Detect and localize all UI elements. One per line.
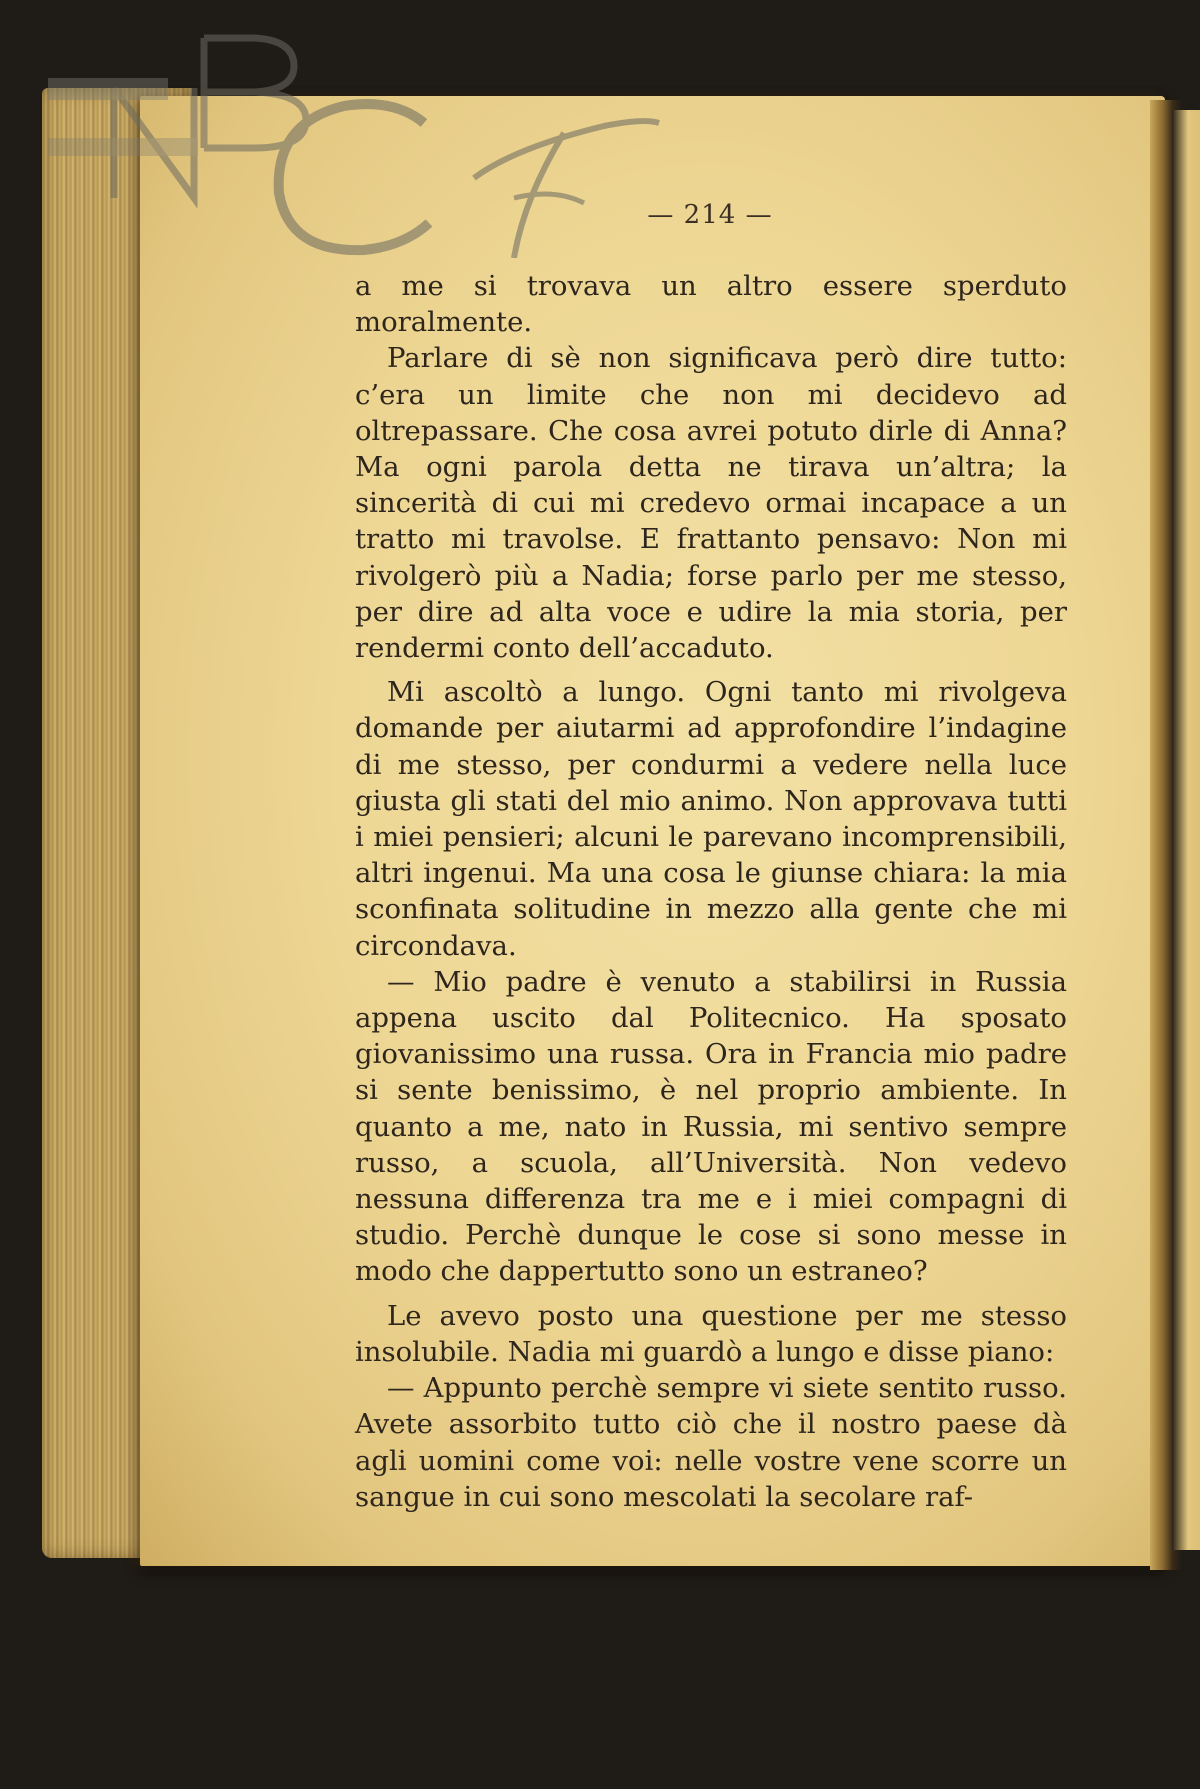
page-body-text bbox=[355, 268, 1067, 1515]
paragraph: — Appunto perchè sempre vi siete sentito russo. Avete assorbito tutto ciò che il nostro paese dà agli uomini come voi: nelle vostre vene scorre un sangue in cui sono mescolati la secolare raf- bbox=[355, 1372, 1067, 1513]
paragraph: — Mio padre è venuto a stabilirsi in Russia appena uscito dal Politecnico. Ha sposato giovanissimo una russa. Ora in Francia mio padre si sente benissimo, è nel proprio ambiente. In quanto a me, nato in Russia, mi sentivo sempre russo, a scuola, all’Università. Non vedevo nessuna differenza tra me e i miei compagni di studio. Perchè dunque le cose si sono messe in modo che dappertutto sono un estraneo? bbox=[355, 965, 1067, 1288]
paragraph: a me si trovava un altro essere sperduto moralmente. bbox=[355, 270, 1067, 339]
paragraph: Parlare di sè non significava però dire tutto: c’era un limite che non mi decidevo ad oltrepassare. Che cosa avrei potuto dirle di Anna? Ma ogni parola detta ne tirava un’altra; la sincerità di cui mi credevo ormai incapace a un tratto mi travolse. E frattanto pensavo: Non mi rivolgerò più a Nadia; forse parlo per me stesso, per dire ad alta voce e udire la mia storia, per rendermi conto dell’accaduto. bbox=[355, 342, 1067, 665]
facing-page-edge bbox=[1172, 110, 1200, 1550]
paragraph: Le avevo posto una questione per me stesso insolubile. Nadia mi guardò a lungo e disse piano: bbox=[355, 1299, 1067, 1368]
library-watermark-logo bbox=[44, 28, 694, 258]
page-number: — 214 — bbox=[647, 200, 773, 230]
paragraph: Mi ascoltò a lungo. Ogni tanto mi rivolgeva domande per aiutarmi ad approfondire l’indagine di me stesso, per condurmi a vedere nella luce giusta gli stati del mio animo. Non approvava tutti i miei pensieri; alcuni le parevano incomprensibili, altri ingenui. Ma una cosa le giunse chiara: la mia sconfinata solitudine in mezzo alla gente che mi circondava. bbox=[355, 676, 1067, 962]
